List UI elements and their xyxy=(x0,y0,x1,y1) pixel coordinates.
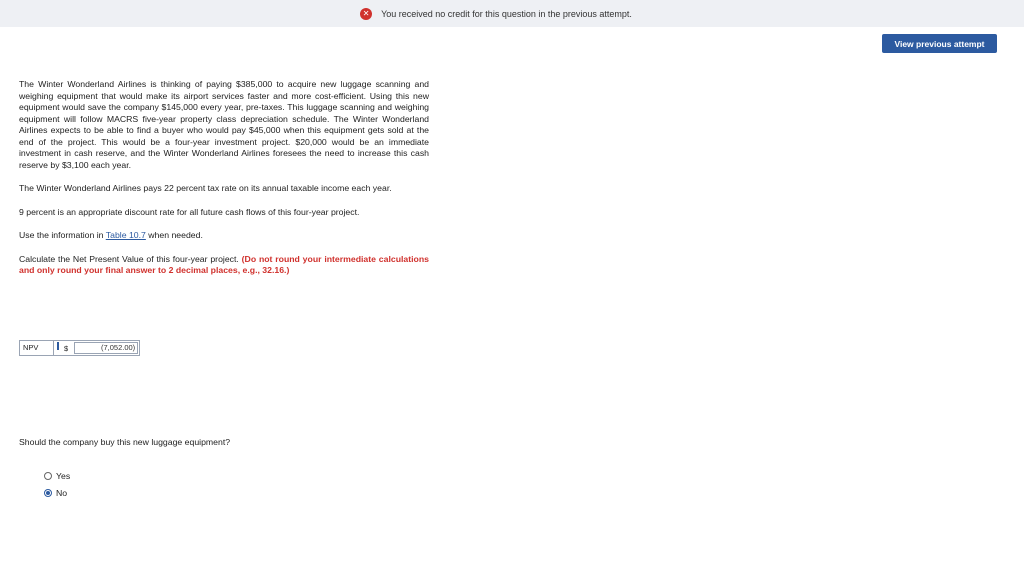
radio-yes[interactable] xyxy=(44,472,52,480)
option-no[interactable] xyxy=(44,488,67,498)
npv-answer-row xyxy=(19,340,140,356)
npv-input[interactable]: (7,052.00) xyxy=(74,342,138,354)
feedback-banner xyxy=(0,0,1024,27)
npv-label: NPV xyxy=(20,341,54,355)
option-yes-label: Yes xyxy=(56,471,71,481)
problem-paragraph-4 xyxy=(19,230,429,242)
table-link[interactable]: Table 10.7 xyxy=(105,230,146,240)
question-2-text: Should the company buy this new luggage equipment? xyxy=(19,437,231,447)
para5-prefix: Calculate the Net Present Value of this four-year project. xyxy=(19,253,242,264)
option-no-label: No xyxy=(56,488,68,498)
view-previous-attempt-button[interactable]: View previous attempt xyxy=(882,34,997,53)
para4-prefix: Use the information in xyxy=(19,230,106,240)
banner-text: You received no credit for this question in the previous attempt. xyxy=(381,8,632,19)
radio-no[interactable] xyxy=(44,489,52,497)
currency-symbol: $ xyxy=(64,343,69,353)
rounding-instruction: (Do not round your intermediate calculations and only round your final answer to 2 decimal places, e.g., 32.16.) xyxy=(19,253,429,275)
problem-paragraph-3: 9 percent is an appropriate discount rate for all future cash flows of this four-year project. xyxy=(19,206,360,217)
problem-paragraph-1: The Winter Wonderland Airlines is thinking of paying $385,000 to acquire new luggage scanning and weighing equipment that would make its airport services faster and more cost-efficient. Using this new equipment would save the company $145,000 every year, pre-taxes. This luggage scanning and weighing equipment will follow MACRS five-year property class depreciation schedule. The Winter Wonderland Airlines expects to be able to find a buyer who would pay $45,000 when this equipment gets sold at the end of the project. This would be a four-year investment project. $20,000 would be an immediate investment in cash reserve, and the Winter Wonderland Airlines foresees the need to increase this cash reserve by $3,100 each year. xyxy=(19,79,429,170)
problem-paragraph-5 xyxy=(19,254,429,277)
x-circle-icon: ✕ xyxy=(360,8,372,20)
option-yes[interactable] xyxy=(44,471,70,481)
problem-text xyxy=(19,79,429,289)
problem-paragraph-2: The Winter Wonderland Airlines pays 22 percent tax rate on its annual taxable income each year. xyxy=(19,183,392,193)
para4-suffix: when needed. xyxy=(145,230,203,240)
flag-icon xyxy=(54,341,58,355)
